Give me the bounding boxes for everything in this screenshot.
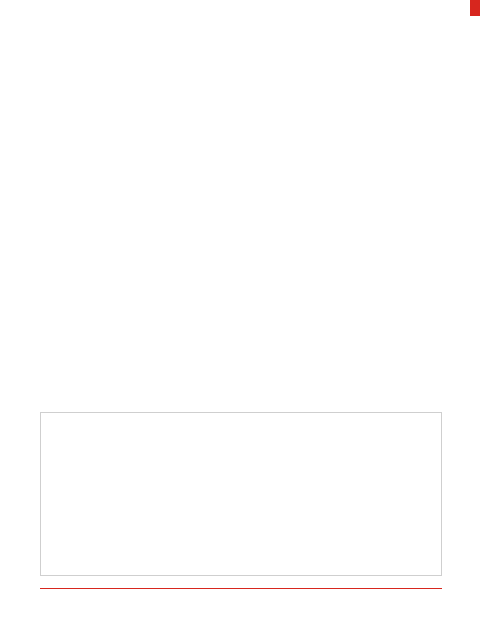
bar-chart <box>41 413 441 575</box>
corner-accent-bar <box>470 0 480 16</box>
chart-container <box>40 412 442 576</box>
footer-divider <box>40 588 442 589</box>
